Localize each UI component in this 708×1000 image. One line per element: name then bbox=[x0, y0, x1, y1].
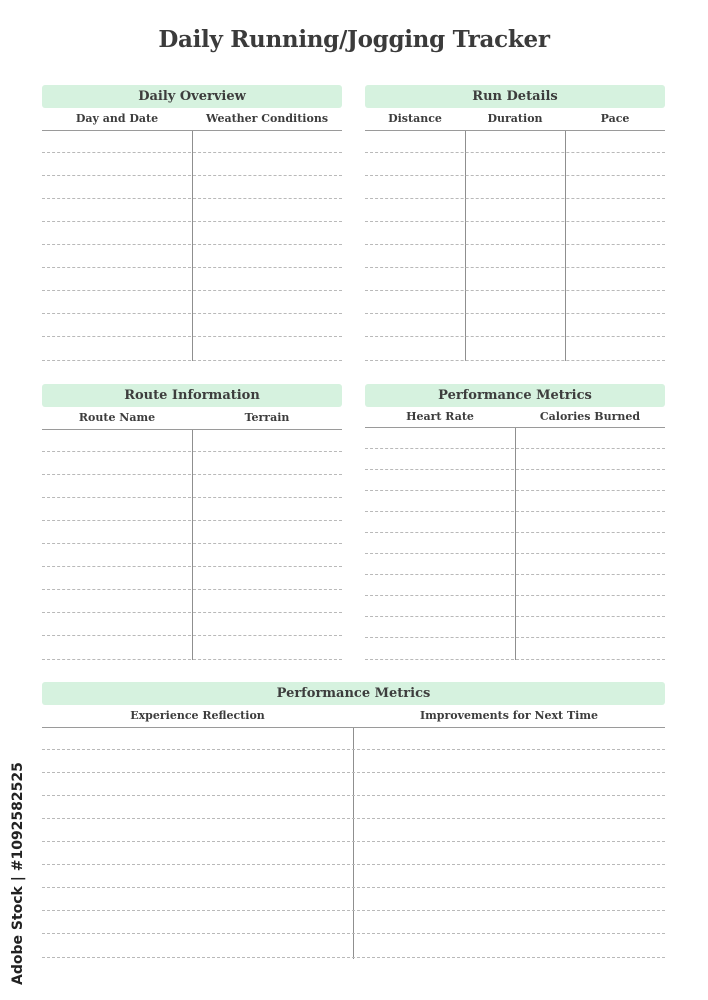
writing-line bbox=[42, 957, 665, 958]
writing-area[interactable] bbox=[42, 728, 665, 959]
column-divider bbox=[192, 430, 193, 660]
column-header-heart-rate: Heart Rate bbox=[406, 410, 474, 423]
writing-line bbox=[365, 267, 665, 268]
column-header-calories: Calories Burned bbox=[539, 410, 641, 423]
writing-line bbox=[365, 532, 665, 533]
writing-line bbox=[365, 574, 665, 575]
writing-line bbox=[365, 637, 665, 638]
writing-area[interactable] bbox=[365, 428, 665, 660]
section-heading: Performance Metrics bbox=[42, 682, 665, 705]
writing-line bbox=[42, 221, 342, 222]
writing-line bbox=[42, 612, 342, 613]
writing-line bbox=[42, 543, 342, 544]
writing-line bbox=[42, 175, 342, 176]
writing-line bbox=[365, 360, 665, 361]
writing-line bbox=[42, 795, 665, 796]
daily-overview-section bbox=[42, 85, 342, 361]
section-heading: Run Details bbox=[365, 85, 665, 108]
writing-line bbox=[365, 595, 665, 596]
column-divider bbox=[515, 428, 516, 660]
writing-line bbox=[42, 451, 342, 452]
writing-line bbox=[365, 221, 665, 222]
column-header-day-date: Day and Date bbox=[75, 112, 159, 125]
section-heading: Route Information bbox=[42, 384, 342, 407]
writing-line bbox=[42, 360, 342, 361]
column-header-row bbox=[42, 407, 342, 430]
writing-line bbox=[42, 474, 342, 475]
column-header-row bbox=[42, 108, 342, 131]
column-divider bbox=[192, 131, 193, 361]
writing-line bbox=[42, 749, 665, 750]
writing-area[interactable] bbox=[42, 131, 342, 361]
column-header-route-name: Route Name bbox=[78, 411, 156, 424]
writing-line bbox=[365, 616, 665, 617]
section-heading: Performance Metrics bbox=[365, 384, 665, 407]
writing-line bbox=[42, 772, 665, 773]
writing-line bbox=[42, 659, 342, 660]
writing-line bbox=[365, 336, 665, 337]
column-header-pace: Pace bbox=[600, 112, 630, 125]
writing-line bbox=[42, 566, 342, 567]
writing-line bbox=[42, 841, 665, 842]
column-header-terrain: Terrain bbox=[244, 411, 290, 424]
writing-line bbox=[42, 152, 342, 153]
run-details-section bbox=[365, 85, 665, 361]
writing-line bbox=[42, 267, 342, 268]
writing-line bbox=[42, 497, 342, 498]
writing-area[interactable] bbox=[365, 131, 665, 361]
column-header-row bbox=[42, 705, 665, 728]
writing-line bbox=[42, 910, 665, 911]
writing-line bbox=[365, 490, 665, 491]
writing-line bbox=[42, 635, 342, 636]
column-header-experience-reflection: Experience Reflection bbox=[130, 709, 265, 722]
writing-line bbox=[365, 469, 665, 470]
writing-line bbox=[42, 933, 665, 934]
column-header-row bbox=[365, 407, 665, 428]
writing-line bbox=[42, 520, 342, 521]
performance-metrics-section bbox=[365, 384, 665, 660]
column-header-duration: Duration bbox=[487, 112, 543, 125]
column-divider bbox=[565, 131, 566, 361]
writing-line bbox=[42, 198, 342, 199]
writing-line bbox=[42, 244, 342, 245]
column-header-weather: Weather Conditions bbox=[205, 112, 329, 125]
writing-line bbox=[42, 864, 665, 865]
writing-line bbox=[42, 818, 665, 819]
writing-line bbox=[42, 290, 342, 291]
page-title: Daily Running/Jogging Tracker bbox=[158, 26, 550, 53]
writing-line bbox=[365, 313, 665, 314]
writing-line bbox=[365, 152, 665, 153]
writing-line bbox=[365, 175, 665, 176]
writing-line bbox=[42, 336, 342, 337]
route-information-section bbox=[42, 384, 342, 660]
stock-id-watermark: Adobe Stock | #1092582525 bbox=[10, 762, 26, 985]
reflection-section bbox=[42, 682, 665, 959]
section-heading: Daily Overview bbox=[42, 85, 342, 108]
writing-line bbox=[365, 244, 665, 245]
writing-area[interactable] bbox=[42, 430, 342, 660]
writing-line bbox=[365, 511, 665, 512]
writing-line bbox=[42, 887, 665, 888]
column-divider bbox=[353, 728, 354, 959]
column-header-row bbox=[365, 108, 665, 131]
writing-line bbox=[365, 448, 665, 449]
column-divider bbox=[465, 131, 466, 361]
writing-line bbox=[365, 290, 665, 291]
writing-line bbox=[365, 553, 665, 554]
writing-line bbox=[42, 313, 342, 314]
writing-line bbox=[365, 198, 665, 199]
column-header-distance: Distance bbox=[388, 112, 442, 125]
column-header-improvements: Improvements for Next Time bbox=[420, 709, 598, 722]
writing-line bbox=[365, 659, 665, 660]
writing-line bbox=[42, 589, 342, 590]
